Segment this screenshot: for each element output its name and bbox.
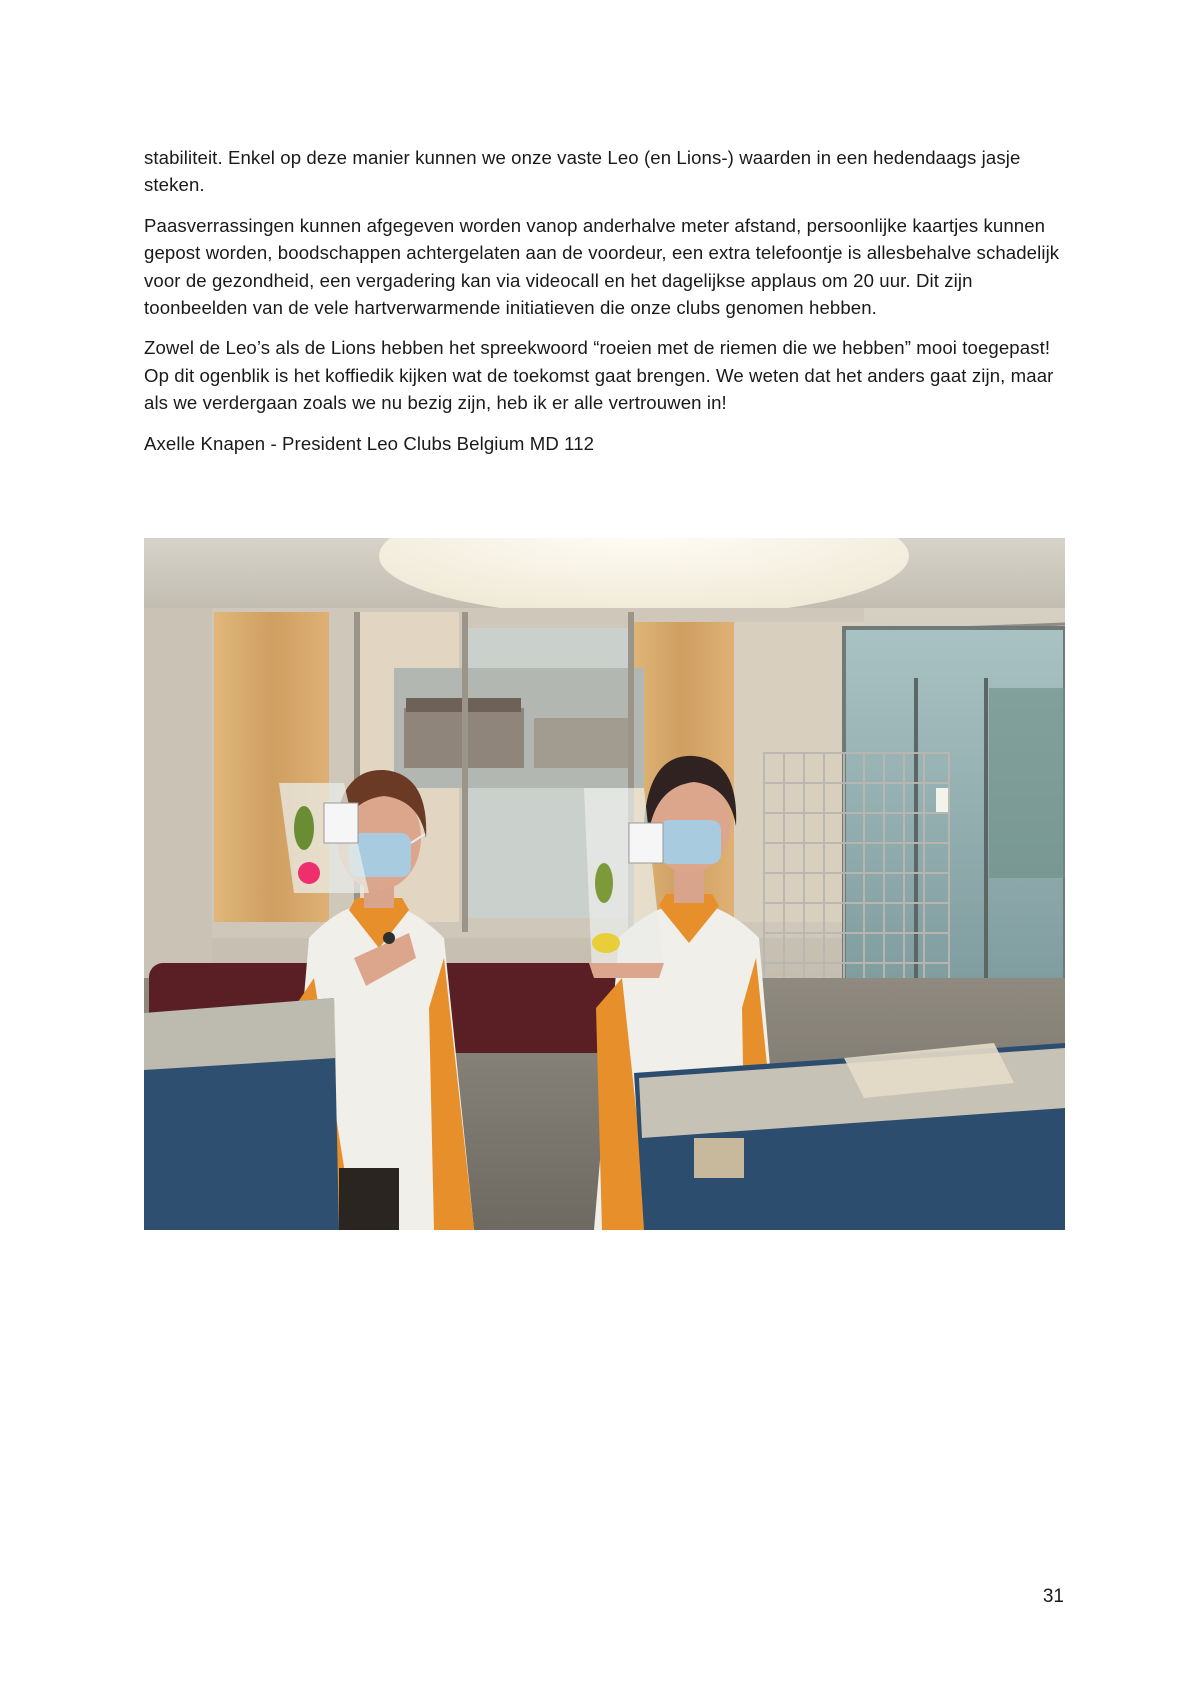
body-text — [144, 144, 1074, 470]
page-number: 31 — [1042, 1586, 1064, 1607]
paragraph-stability: stabiliteit. Enkel op deze manier kunnen we onze vaste Leo (en Lions-) waarden in een hedendaags jasje steken. — [144, 147, 1021, 196]
photo-volunteers-easter-gifts — [144, 538, 1065, 1230]
photo-illustration — [144, 538, 1065, 1230]
signature-line: Axelle Knapen - President Leo Clubs Belgium MD 112 — [144, 432, 595, 454]
paragraph-outlook: Zowel de Leo’s als de Lions hebben het spreekwoord “roeien met de riemen die we hebben” mooi toegepast! Op dit ogenblik is het koffiedik kijken wat de toekomst gaat brengen. We weten dat het anders gaat zijn, maar als we verdergaan zoals we nu bezig zijn, heb ik er alle vertrouwen in! — [144, 337, 1054, 414]
paragraph-initiatives: Paasverrassingen kunnen afgegeven worden vanop anderhalve meter afstand, persoonlijke kaartjes kunnen gepost worden, boodschappen achtergelaten aan de voordeur, een extra telefoontje is allesbehalve schadelijk voor de gezondheid, een vergadering kan via videocall en het dagelijkse applaus om 20 uur. Dit zijn toonbeelden van de vele hartverwarmende initiatieven die onze clubs genomen hebben. — [144, 214, 1060, 319]
